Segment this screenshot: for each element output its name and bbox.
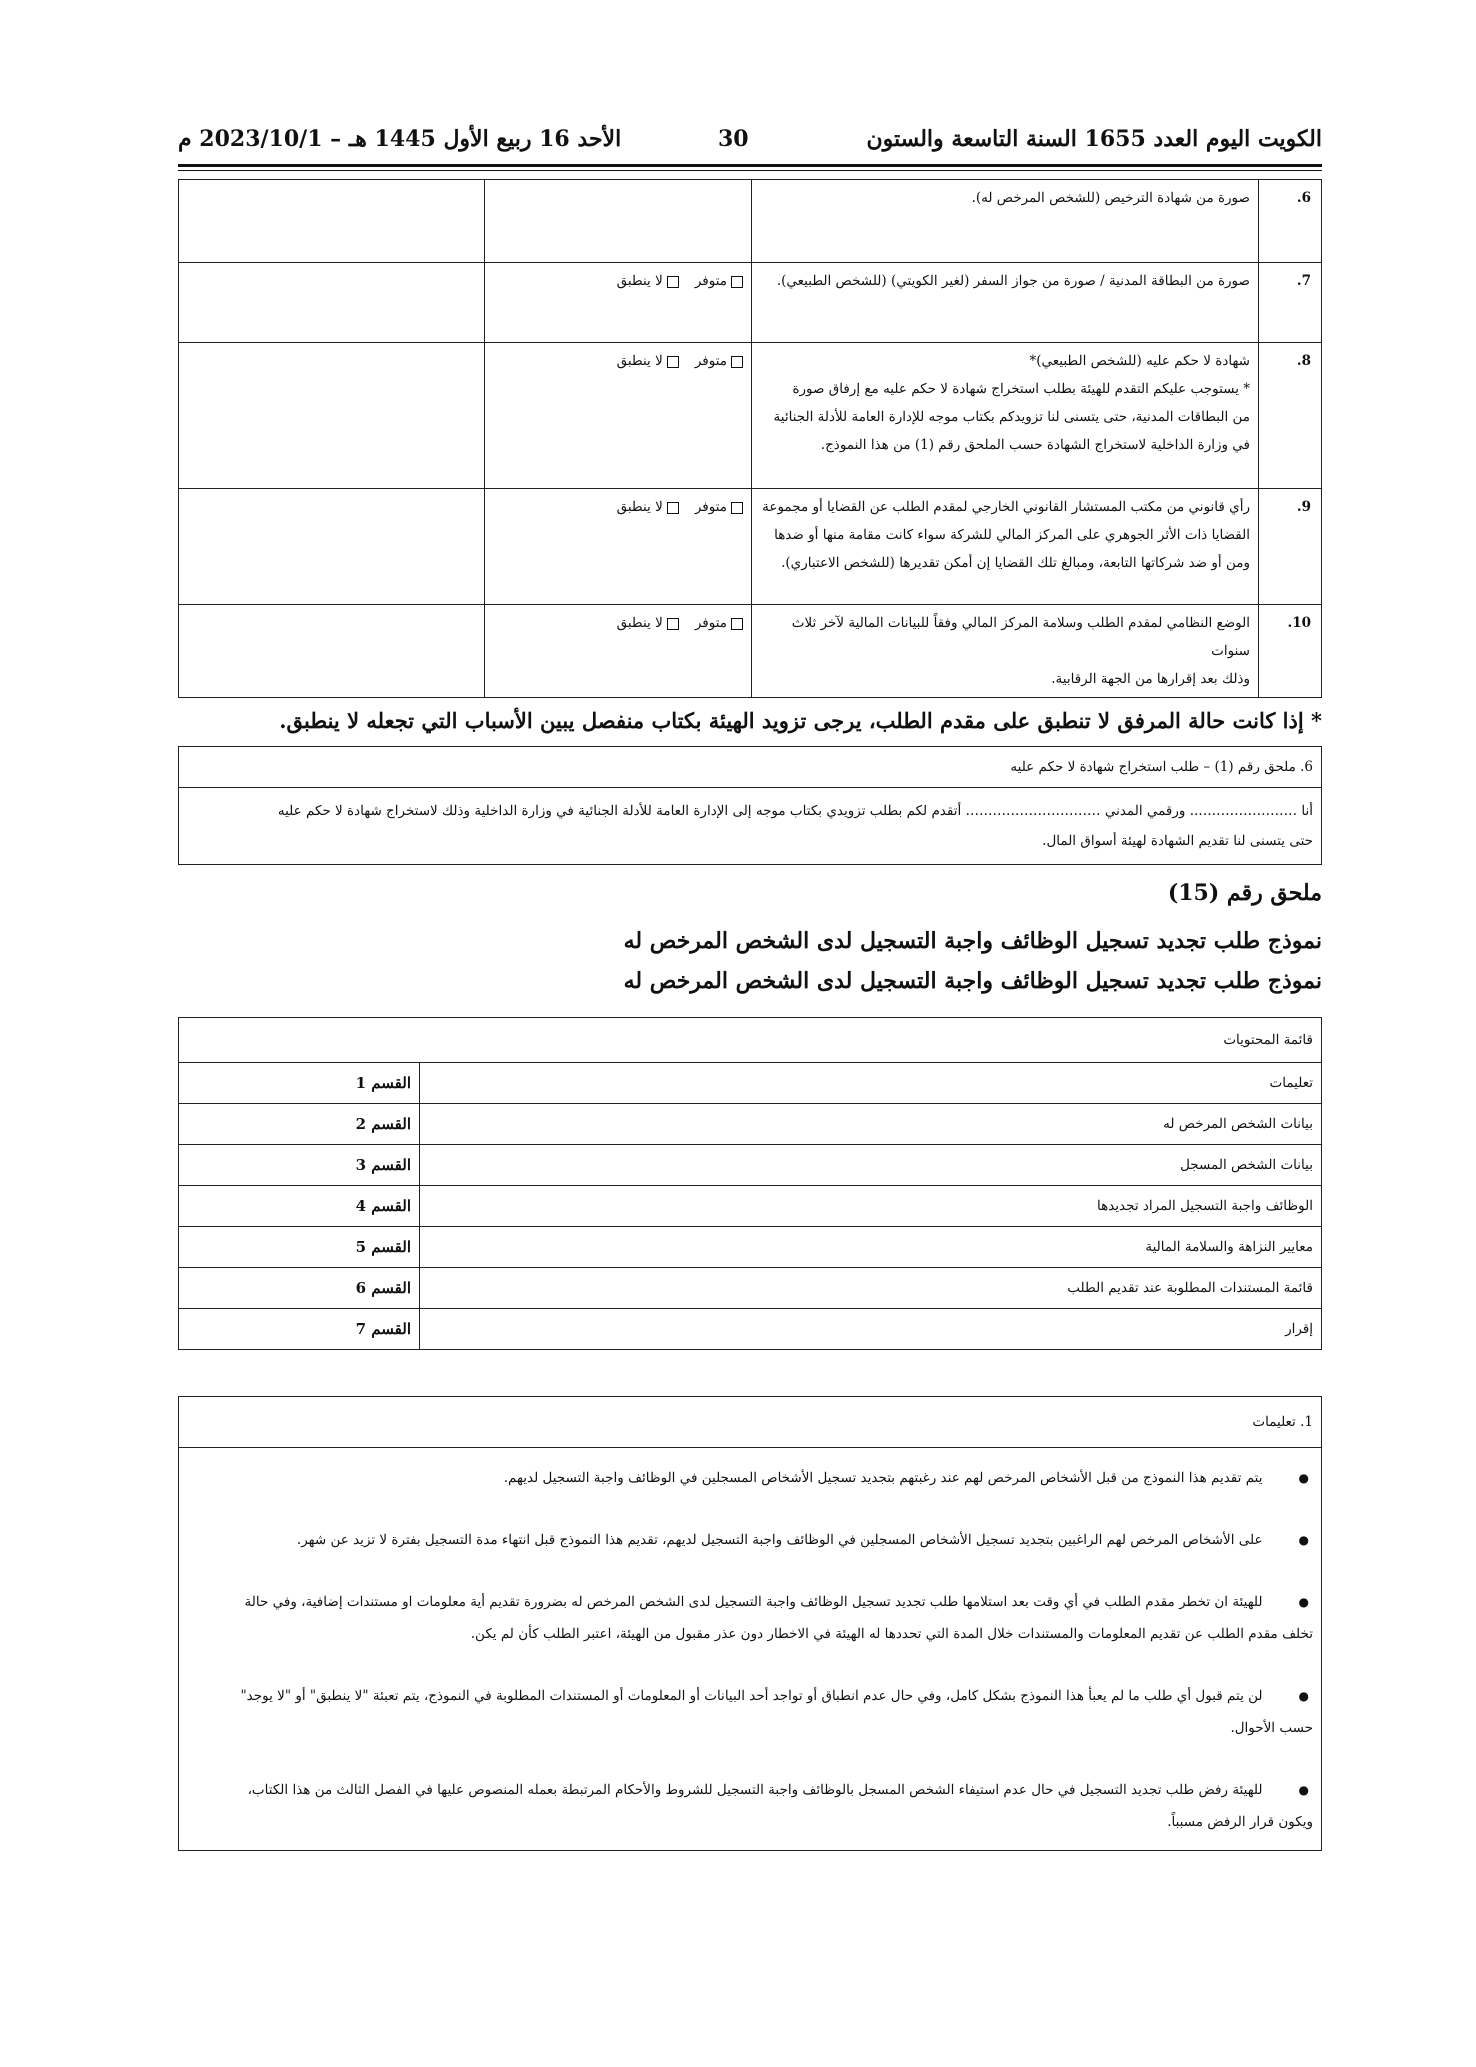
available-checkbox[interactable] [695, 493, 743, 521]
checkbox-square-icon [731, 502, 743, 514]
table-row [179, 1309, 1322, 1350]
annex-15-subtitle: نموذج طلب تجديد تسجيل الوظائف واجبة التسجيل لدى الشخص المرخص له [623, 928, 1322, 954]
row-number: 8. [1259, 343, 1322, 489]
contents-section: القسم 3 [179, 1145, 420, 1186]
row-availability [485, 489, 752, 605]
table-row [179, 1104, 1322, 1145]
list-item [187, 1524, 1313, 1556]
bullet-icon: ● [1298, 1689, 1309, 1703]
description-line: رأي قانوني من مكتب المستشار القانوني الخارجي لمقدم الطلب عن القضايا أو مجموعة [762, 499, 1250, 515]
row-number: 10. [1259, 605, 1322, 698]
checkbox-label: لا ينطبق [616, 353, 663, 369]
not-applicable-checkbox[interactable] [617, 493, 679, 521]
bullet-icon: ● [1298, 1471, 1309, 1485]
instruction-text: يتم تقديم هذا النموذج من قبل الأشخاص المرخص لهم عند رغبتهم بتجديد تسجيل الأشخاص المسجلين في الوظائف واجبة التسجيل لديهم. [503, 1470, 1263, 1486]
row-description [752, 180, 1259, 263]
annex-15-title: ملحق رقم (15) [1167, 880, 1322, 906]
description-line: وذلك بعد إقرارها من الجهة الرقابية. [1051, 671, 1250, 687]
not-applicable-checkbox[interactable] [617, 267, 679, 295]
row-notes [179, 343, 485, 489]
checkbox-square-icon [731, 618, 743, 630]
contents-label: معايير النزاهة والسلامة المالية [420, 1227, 1322, 1268]
documents-table [178, 179, 1322, 698]
page-header [178, 120, 1322, 162]
description-line: ومن أو ضد شركاتها التابعة، ومبالغ تلك القضايا إن أمكن تقديرها (للشخص الاعتباري). [781, 555, 1250, 571]
row-notes [179, 263, 485, 343]
description-line: القضايا ذات الأثر الجوهري على المركز المالي للشركة سواء كانت مقامة منها أو ضدها [774, 527, 1250, 543]
header-issue: الكويت اليوم العدد 1655 السنة التاسعة والستون [866, 126, 1322, 152]
not-applicable-checkbox[interactable] [617, 609, 679, 637]
description-line: صورة من شهادة الترخيص (للشخص المرخص له). [971, 190, 1250, 206]
table-row [179, 1018, 1322, 1063]
gazette-page [178, 120, 1322, 1851]
description-line: الوضع النظامي لمقدم الطلب وسلامة المركز المالي وفقاً للبيانات المالية لآخر ثلاث سنوات [791, 615, 1250, 659]
contents-section: القسم 7 [179, 1309, 420, 1350]
table-row [179, 1145, 1322, 1186]
row-description [752, 343, 1259, 489]
row-availability [485, 180, 752, 263]
instruction-text: لن يتم قبول أي طلب ما لم يعبأ هذا النموذج بشكل كامل، وفي حال عدم انطباق أو تواجد أحد البيانات أو المعلومات أو المستندات المطلوبة في النموذج، يتم تعبئة "لا ينطبق" أو "لا يوجد" [240, 1688, 1263, 1704]
checkbox-square-icon [667, 618, 679, 630]
row-number: 9. [1259, 489, 1322, 605]
instruction-continuation: ويكون قرار الرفض مسبباً. [1167, 1814, 1313, 1830]
table-row [179, 489, 1322, 605]
checkbox-label: متوفر [694, 615, 727, 631]
available-checkbox[interactable] [695, 267, 743, 295]
table-row [179, 263, 1322, 343]
description-line: في وزارة الداخلية لاستخراج الشهادة حسب الملحق رقم (1) من هذا النموذج. [820, 437, 1250, 453]
instructions-box [178, 1396, 1322, 1851]
not-applicable-checkbox[interactable] [617, 347, 679, 375]
contents-section: القسم 2 [179, 1104, 420, 1145]
row-number: 7. [1259, 263, 1322, 343]
table-row [179, 1268, 1322, 1309]
contents-section: القسم 6 [179, 1268, 420, 1309]
checkbox-square-icon [731, 276, 743, 288]
checkbox-square-icon [667, 502, 679, 514]
contents-label: الوظائف واجبة التسجيل المراد تجديدها [420, 1186, 1322, 1227]
header-rule-thick [178, 164, 1322, 167]
row-number: 6. [1259, 180, 1322, 263]
checkbox-label: لا ينطبق [616, 615, 663, 631]
checkbox-square-icon [667, 276, 679, 288]
checkbox-label: لا ينطبق [616, 273, 663, 289]
description-line: شهادة لا حكم عليه (للشخص الطبيعي)* [1029, 353, 1250, 369]
header-page-number: 30 [718, 126, 749, 152]
row-notes [179, 180, 485, 263]
checkbox-label: متوفر [694, 273, 727, 289]
row-description [752, 489, 1259, 605]
row-availability [485, 605, 752, 698]
footnote: * إذا كانت حالة المرفق لا تنطبق على مقدم الطلب، يرجى تزويد الهيئة بكتاب منفصل يبين الأسباب التي تجعله لا ينطبق. [279, 708, 1322, 733]
table-row [179, 605, 1322, 698]
list-item [187, 1774, 1313, 1838]
description-line: صورة من البطاقة المدنية / صورة من جواز السفر (لغير الكويتي) (للشخص الطبيعي). [776, 273, 1250, 289]
bullet-icon: ● [1298, 1533, 1309, 1547]
contents-label: بيانات الشخص المرخص له [420, 1104, 1322, 1145]
contents-label: قائمة المستندات المطلوبة عند تقديم الطلب [420, 1268, 1322, 1309]
table-row [179, 343, 1322, 489]
instructions-body [179, 1448, 1321, 1850]
annex-15-subtitle: نموذج طلب تجديد تسجيل الوظائف واجبة التسجيل لدى الشخص المرخص له [623, 968, 1322, 994]
contents-heading: قائمة المحتويات [179, 1018, 1322, 1063]
table-row [179, 1186, 1322, 1227]
checkbox-square-icon [667, 356, 679, 368]
bullet-icon: ● [1298, 1783, 1309, 1797]
bullet-icon: ● [1298, 1595, 1309, 1609]
annex-1-box [178, 746, 1322, 865]
available-checkbox[interactable] [695, 609, 743, 637]
contents-section: القسم 4 [179, 1186, 420, 1227]
header-rule-thin [178, 170, 1322, 171]
contents-label: إقرار [420, 1309, 1322, 1350]
checkbox-square-icon [731, 356, 743, 368]
available-checkbox[interactable] [695, 347, 743, 375]
instruction-text: على الأشخاص المرخص لهم الراغبين بتجديد تسجيل الأشخاص المسجلين في الوظائف واجبة التسجيل لديهم، تقديم هذا النموذج قبل انتهاء مدة التسجيل بفترة لا تزيد عن شهر. [296, 1532, 1263, 1548]
table-row [179, 1227, 1322, 1268]
list-item [187, 1680, 1313, 1744]
contents-table [178, 1017, 1322, 1350]
row-description [752, 605, 1259, 698]
row-notes [179, 605, 485, 698]
checkbox-label: متوفر [694, 353, 727, 369]
row-availability [485, 343, 752, 489]
list-item [187, 1586, 1313, 1650]
description-line: * يستوجب عليكم التقدم للهيئة بطلب استخراج شهادة لا حكم عليه مع إرفاق صورة [792, 381, 1250, 397]
table-row [179, 180, 1322, 263]
description-line: من البطاقات المدنية، حتى يتسنى لنا تزويدكم بكتاب موجه للإدارة العامة للأدلة الجنائية [773, 409, 1250, 425]
row-notes [179, 489, 485, 605]
contents-section: القسم 1 [179, 1063, 420, 1104]
row-availability [485, 263, 752, 343]
annex-1-line: أنا ……………….….. ورقمي المدني ………………………… أتقدم لكم بطلب تزويدي بكتاب موجه إلى الإدارة العامة للأدلة الجنائية في وزارة الداخلية وذلك لاستخراج شهادة لا حكم عليه [277, 803, 1313, 819]
contents-section: القسم 5 [179, 1227, 420, 1268]
instructions-title: 1. تعليمات [179, 1397, 1321, 1448]
annex-1-body [179, 788, 1321, 864]
checkbox-label: متوفر [694, 499, 727, 515]
instruction-continuation: حسب الأحوال. [1230, 1720, 1313, 1736]
annex-1-line: حتى يتسنى لنا تقديم الشهادة لهيئة أسواق المال. [1042, 833, 1313, 849]
list-item [187, 1462, 1313, 1494]
checkbox-label: لا ينطبق [616, 499, 663, 515]
row-description [752, 263, 1259, 343]
contents-label: بيانات الشخص المسجل [420, 1145, 1322, 1186]
instruction-text: للهيئة ان تخطر مقدم الطلب في أي وقت بعد استلامها طلب تجديد تسجيل الوظائف واجبة التسجيل لدى الشخص المرخص له بضرورة تقديم أية معلومات او مستندات إضافية، وفي حالة [244, 1594, 1263, 1610]
table-row [179, 1063, 1322, 1104]
contents-label: تعليمات [420, 1063, 1322, 1104]
header-date: الأحد 16 ربيع الأول 1445 هـ – 2023/10/1 م [178, 126, 622, 152]
instruction-continuation: تخلف مقدم الطلب عن تقديم المعلومات والمستندات خلال المدة التي تحددها له الهيئة في الاخطار دون عذر مقبول من الهيئة، اعتبر الطلب كأن لم يكن. [470, 1626, 1313, 1642]
annex-1-title: 6. ملحق رقم (1) – طلب استخراج شهادة لا حكم عليه [179, 747, 1321, 788]
instruction-text: للهيئة رفض طلب تجديد التسجيل في حال عدم استيفاء الشخص المسجل بالوظائف واجبة التسجيل للشروط والأحكام المرتبطة بعمله المنصوص عليها في الفصل الثالث من هذا الكتاب، [247, 1782, 1263, 1798]
